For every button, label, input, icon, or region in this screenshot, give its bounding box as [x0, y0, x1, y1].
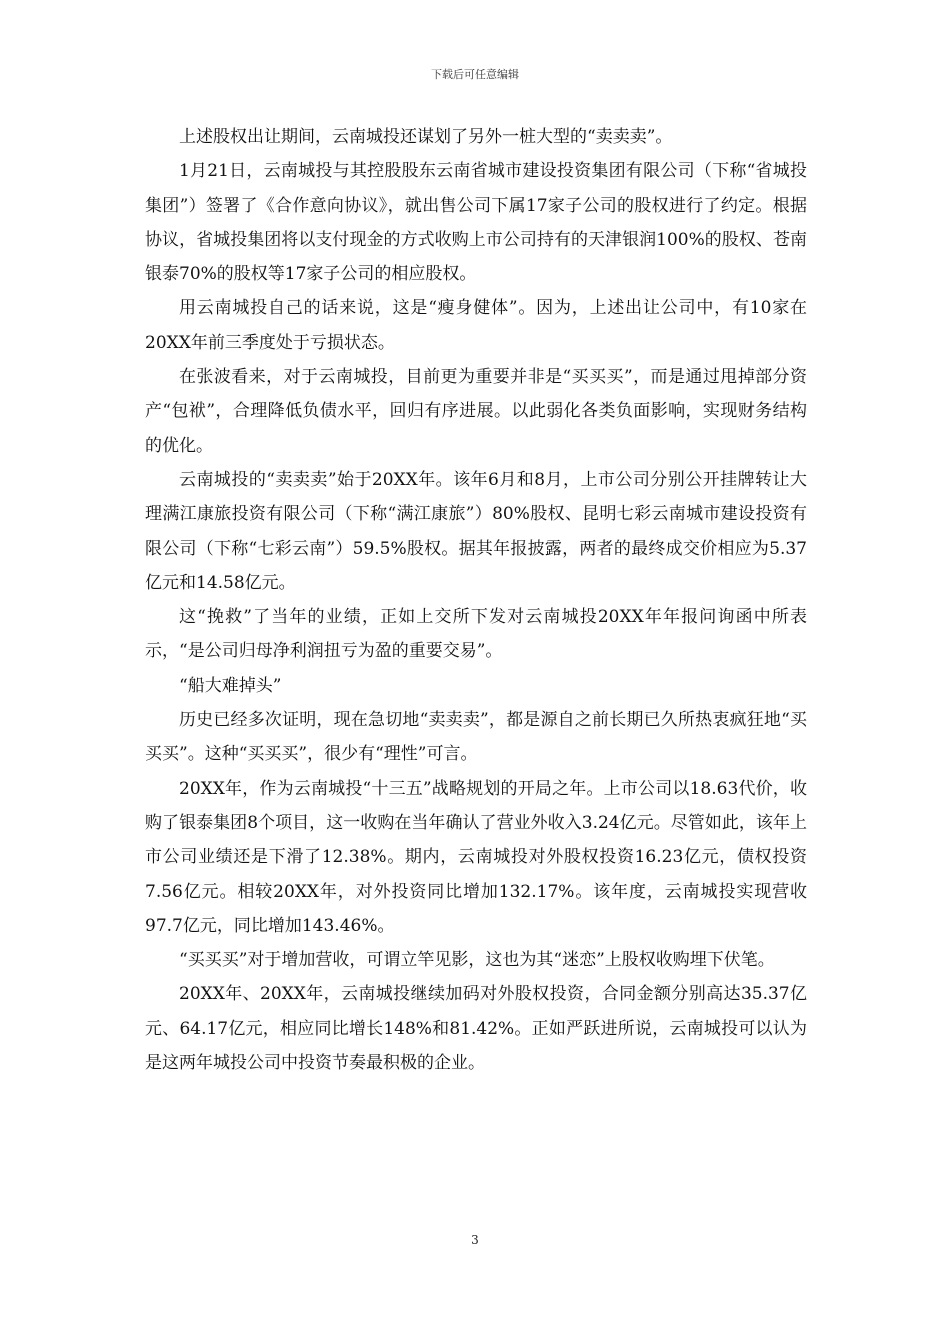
paragraph-5: 云南城投的“卖卖卖”始于20XX年。该年6月和8月，上市公司分别公开挂牌转让大理满江康旅投资有限公司（下称“满江康旅”）80%股权、昆明七彩云南城市建设投资有限公司（下称“七彩云南”）59.5%股权。据其年报披露，两者的最终成交价相应为5.37亿元和14.58亿元。	[145, 469, 807, 593]
paragraph-3: 用云南城投自己的话来说，这是“瘦身健体”。因为，上述出让公司中，有10家在20XX年前三季度处于亏损状态。	[145, 298, 807, 353]
section-heading: “船大难掉头”	[179, 675, 282, 696]
paragraph-4: 在张波看来，对于云南城投，目前更为重要并非是“买买买”，而是通过甩掉部分资产“包袱”，合理降低负债水平，回归有序进展。以此弱化各类负面影响，实现财务结构的优化。	[145, 367, 807, 456]
document-body	[145, 120, 807, 1080]
paragraph-1: 上述股权出让期间，云南城投还谋划了另外一桩大型的“卖卖卖”。	[179, 127, 673, 147]
paragraph-6: 这“挽救”了当年的业绩，正如上交所下发对云南城投20XX年年报问询函中所表示，“是公司归母净利润扭亏为盈的重要交易”。	[145, 607, 807, 662]
paragraph-8: 20XX年，作为云南城投“十三五”战略规划的开局之年。上市公司以18.63代价，收购了银泰集团8个项目，这一收购在当年确认了营业外收入3.24亿元。尽管如此，该年上市公司业绩还是下滑了12.38%。期内，云南城投对外股权投资16.23亿元，债权投资7.56亿元。相较20XX年，对外投资同比增加132.17%。该年度，云南城投实现营收97.7亿元，同比增加143.46%。	[145, 778, 807, 936]
page-header-note: 下载后可任意编辑	[431, 68, 519, 81]
paragraph-7: 历史已经多次证明，现在急切地“卖卖卖”，都是源自之前长期已久所热衷疯狂地“买买买”。这种“买买买”，很少有“理性”可言。	[145, 710, 807, 765]
page-number: 3	[471, 1233, 479, 1247]
paragraph-2: 1月21日，云南城投与其控股股东云南省城市建设投资集团有限公司（下称“省城投集团”）签署了《合作意向协议》，就出售公司下属17家子公司的股权进行了约定。根据协议，省城投集团将以支付现金的方式收购上市公司持有的天津银润100%的股权、苍南银泰70%的股权等17家子公司的相应股权。	[145, 161, 807, 285]
paragraph-9: “买买买”对于增加营收，可谓立竿见影，这也为其“迷恋”上股权收购埋下伏笔。	[179, 950, 775, 971]
paragraph-10: 20XX年、20XX年，云南城投继续加码对外股权投资，合同金额分别高达35.37亿元、64.17亿元，相应同比增长148%和81.42%。正如严跃进所说，云南城投可以认为是这两年城投公司中投资节奏最积极的企业。	[145, 984, 807, 1074]
